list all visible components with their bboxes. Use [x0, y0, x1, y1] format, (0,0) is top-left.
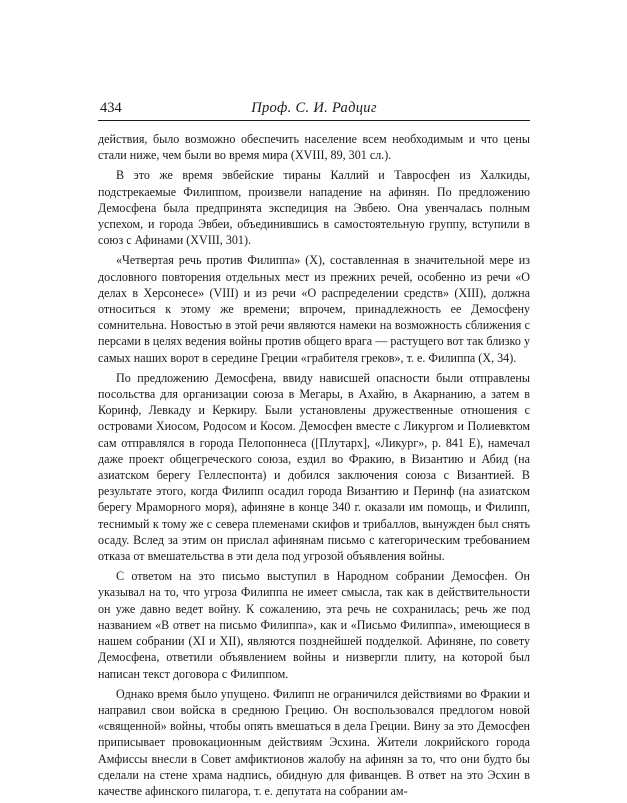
paragraph: По предложению Демосфена, ввиду нависшей опасности были отправлены посольства для организации союза в Мегары, в Ахайю, в Акарнанию, а затем в Коринф, Левкаду и Керкиру. Были установлены дружественные отношения с островами Хиосом, Родосом и Косом. Демосфен вместе с Ликургом и Полиевктом сам отправлялся в города Пелопоннеса ([Плутарх], «Ликург», р. 841 E), намечал даже проект общегреческого союза, ездил во Фракию, в Византию и Абид (на азиатском берегу Геллеспонта) и добился заключения союза с Византией. В результате этого, когда Филипп осадил города Византию и Перинф (на азиатском берегу Мраморного моря), афиняне в конце 340 г. оказали им помощь, и Филипп, теснимый к тому же с севера племенами скифов и трибаллов, вынужден был снять осаду. Вслед за этим он прислал афинянам письмо с категорическим требованием отказа от вмешательства в эти дела под угрозой объявления войны.: [98, 370, 530, 564]
running-title: Проф. С. И. Радциг: [251, 100, 377, 116]
paragraph: С ответом на это письмо выступил в Народном собрании Демосфен. Он указывал на то, что угроза Филиппа не имеет смысла, так как в действительности он уже давно ведет войну. К сожалению, эта речь не сохранилась; речь же под названием «В ответ на письмо Филиппа», как и «Письмо Филиппа», имеющиеся в нашем собрании (XI и XII), являются позднейшей подделкой. Афиняне, по совету Демосфена, ответили объявлением войны и низвергли плиту, на которой был написан текст договора с Филиппом.: [98, 569, 530, 681]
page-header: [98, 98, 530, 121]
paragraph: «Четвертая речь против Филиппа» (X), составленная в значительной мере из дословного повторения отдельных мест из прежних речей, особенно из речи «О делах в Херсонесе» (VIII) и из речи «О распределении средств» (XIII), должна относиться к этому же времени; впрочем, принадлежность ее Демосфену сомнительна. Новостью в этой речи являются намеки на возможность сближения с персами в целях ведения войны против общего врага — растущего вот так близко у самых наших ворот в середине Греции «грабителя греков», т. е. Филиппа (X, 34).: [98, 253, 530, 365]
page-body: [98, 131, 530, 799]
paragraph: Однако время было упущено. Филипп не ограничился действиями во Фракии и направил свои войска в среднюю Грецию. Он воспользовался предлогом новой «священной» войны, чтобы опять вмешаться в дела Греции. Вину за это Демосфен приписывает провокационным действиям Эсхина. Жители локрийского города Амфиссы внесли в Совет амфиктионов жалобу на афинян за то, что они будто бы сделали на стене храма надпись, обидную для фиванцев. В ответ на это Эсхин в качестве афинского пилагора, т. е. депутата на собрании ам-: [98, 686, 530, 798]
page-number: 434: [100, 100, 122, 116]
paragraph: действия, было возможно обеспечить население всем необходимым и что цены стали ниже, чем были во время мира (XVIII, 89, 301 сл.).: [98, 132, 530, 163]
book-page: [98, 98, 530, 803]
paragraph: В это же время эвбейские тираны Каллий и Тавросфен из Халкиды, подстрекаемые Филиппом, произвели нападение на афинян. По предложению Демосфена была предпринята экспедиция на Эвбею. Она увенчалась полным успехом, и города Эвбеи, объединившись в самостоятельную группу, вступили в союз с Афинами (XVIII, 301).: [98, 168, 530, 248]
